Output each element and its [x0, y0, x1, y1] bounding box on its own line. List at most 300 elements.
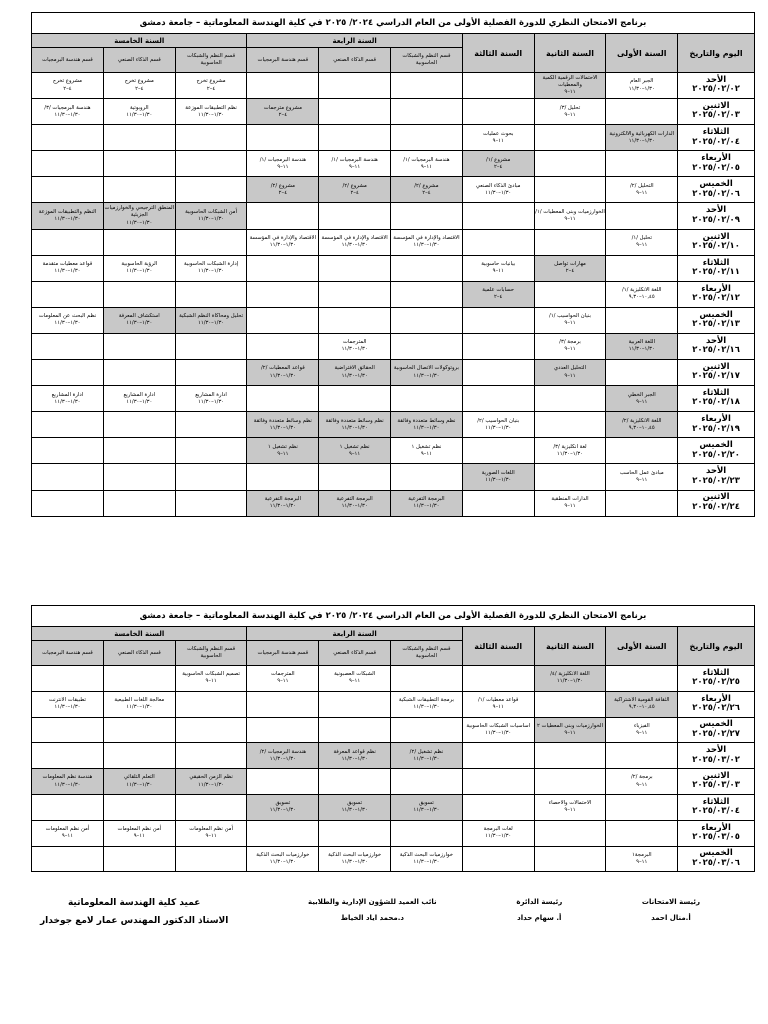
course-name: بنيان الحواسيب /٢/ — [477, 417, 520, 424]
exam-cell — [606, 203, 678, 229]
day-name: الثلاثاء — [702, 257, 730, 268]
course-name: أمن الشبكات الحاسوبية — [185, 208, 237, 215]
course-name: مهارات تواصل — [554, 261, 586, 268]
exam-cell — [247, 151, 319, 177]
day-date-cell — [678, 281, 755, 307]
exam-cell — [606, 717, 678, 743]
exam-cell — [247, 281, 319, 307]
exam-cell — [247, 255, 319, 281]
exam-cell — [32, 386, 104, 412]
exam-cell — [391, 820, 463, 846]
exam-cell — [462, 73, 534, 99]
exam-cell — [606, 125, 678, 151]
exam-time: ١/٣٠–١١/٣٠ — [413, 807, 440, 814]
exam-date: ٢٠٢٥/٠٢/٢٣ — [692, 475, 740, 486]
exam-cell — [391, 99, 463, 125]
exam-time: ١١–٩ — [636, 781, 648, 788]
exam-cell — [462, 307, 534, 333]
schedule-row — [32, 717, 755, 743]
schedule-row — [32, 229, 755, 255]
day-date-cell — [678, 412, 755, 438]
exam-time: ١١–٩ — [564, 216, 576, 223]
exam-cell — [32, 464, 104, 490]
header-year1: السنة الأولى — [606, 627, 678, 666]
exam-cell — [175, 794, 247, 820]
exam-time: ١/٣٠–١١/٣٠ — [54, 320, 81, 327]
course-name: بحوث عمليات — [482, 130, 514, 137]
signature-dean — [40, 898, 228, 926]
exam-cell — [462, 360, 534, 386]
signature-vice-dean — [308, 898, 437, 926]
exam-cell — [534, 177, 606, 203]
exam-cell — [462, 255, 534, 281]
exam-time: ١/٣٠–١١/٣٠ — [269, 503, 296, 510]
course-name: الاحتمالات والاحصاء — [548, 800, 592, 807]
exam-cell — [391, 691, 463, 717]
course-name: نظم تشغيل ١ — [411, 443, 442, 450]
course-name: الاقتصاد والإدارة في المؤسسة — [249, 234, 316, 241]
exam-cell — [103, 464, 175, 490]
course-name: تصميم الشبكات الحاسوبية — [182, 671, 240, 678]
header-y4-systems: قسم النظم والشبكات الحاسوبية — [391, 641, 463, 666]
course-name: أمن نظم المعلومات — [45, 826, 90, 833]
exam-time: ٤–٢ — [350, 189, 359, 196]
exam-cell — [103, 743, 175, 769]
signature-role: رئيسة الدائرة — [516, 898, 563, 906]
day-date-cell — [678, 99, 755, 125]
exam-cell — [534, 490, 606, 516]
exam-time: ١/٣٠–١١/٣٠ — [485, 833, 512, 840]
exam-cell — [103, 99, 175, 125]
exam-cell — [319, 490, 391, 516]
course-name: الجبر الخطي — [627, 391, 656, 398]
exam-cell — [391, 229, 463, 255]
exam-time: ١١–٩ — [349, 163, 361, 170]
course-name: مشروع تخرج — [124, 78, 154, 85]
exam-cell — [462, 438, 534, 464]
exam-time: ١١–٩ — [277, 678, 289, 685]
schedule-row — [32, 691, 755, 717]
exam-time: ١/٣٠–١١/٣٠ — [485, 729, 512, 736]
exam-cell — [247, 73, 319, 99]
day-name: الأربعاء — [701, 414, 731, 425]
exam-cell — [175, 691, 247, 717]
course-name: ادارة المشاريع — [123, 391, 156, 398]
exam-time: ١/٣٠–١١/٣٠ — [413, 858, 440, 865]
exam-cell — [247, 229, 319, 255]
course-name: لغة انكليزية /٣/ — [553, 443, 587, 450]
exam-time: ٤–٢ — [494, 294, 503, 301]
exam-cell — [103, 490, 175, 516]
exam-time: ١١–٩ — [636, 242, 648, 249]
course-name: مشروع /٢/ — [414, 182, 439, 189]
header-year2: السنة الثانية — [534, 627, 606, 666]
exam-time: ٤–٢ — [206, 85, 216, 92]
course-name: الجبر العام — [630, 78, 654, 85]
exam-cell — [606, 846, 678, 872]
signature-name: أ. سهام حداد — [517, 914, 562, 922]
course-name: مبادئ الذكاء الصنعي — [475, 182, 521, 189]
exam-date: ٢٠٢٥/٠٢/٢٧ — [692, 728, 740, 739]
schedule-row — [32, 820, 755, 846]
exam-cell — [175, 412, 247, 438]
schedule-row — [32, 360, 755, 386]
exam-cell — [534, 360, 606, 386]
exam-cell — [606, 464, 678, 490]
exam-cell — [606, 438, 678, 464]
exam-cell — [534, 281, 606, 307]
course-name: المترجمات — [271, 671, 295, 678]
exam-cell — [606, 820, 678, 846]
day-date-cell — [678, 307, 755, 333]
course-name: مشروع تخرج — [196, 78, 226, 85]
day-date-cell — [678, 820, 755, 846]
exam-cell — [319, 412, 391, 438]
exam-cell — [534, 229, 606, 255]
day-name: الأحد — [705, 74, 727, 85]
exam-cell — [175, 125, 247, 151]
schedule-row — [32, 464, 755, 490]
signature-role: نائب العميد للشؤون الإدارية والطلابية — [308, 898, 437, 906]
exam-cell — [175, 769, 247, 795]
day-date-cell — [678, 666, 755, 692]
day-name: الأربعاء — [701, 153, 731, 164]
exam-cell — [32, 846, 104, 872]
exam-cell — [534, 151, 606, 177]
exam-cell — [534, 412, 606, 438]
day-date-cell — [678, 360, 755, 386]
exam-time: ١/٣٠–١١/٣٠ — [198, 111, 225, 118]
exam-time: ١١–٩ — [61, 833, 74, 840]
exam-cell — [247, 820, 319, 846]
exam-cell — [462, 769, 534, 795]
exam-cell — [32, 717, 104, 743]
course-name: هندسة البرمجيات /١/ — [331, 156, 378, 163]
exam-time: ١١–٩ — [564, 111, 576, 118]
day-name: الثلاثاء — [702, 667, 730, 678]
header-y5-ai: قسم الذكاء الصنعي — [103, 641, 175, 666]
exam-time: ٤–٢ — [494, 163, 503, 170]
course-name: أمن نظم المعلومات — [189, 826, 233, 833]
exam-time: ١/٣٠–١١/٣٠ — [413, 424, 440, 431]
course-name: هندسة نظم المعلومات — [42, 774, 93, 781]
exam-cell — [319, 386, 391, 412]
exam-cell — [606, 412, 678, 438]
course-name: معالجة اللغات الطبيعية — [114, 697, 165, 704]
exam-cell — [32, 151, 104, 177]
course-name: التحليل العددي — [553, 365, 587, 372]
course-name: نظم وسائط متعددة وفائقة — [397, 417, 456, 424]
header-y4-software: قسم هندسة البرمجيات — [247, 641, 319, 666]
exam-cell — [391, 151, 463, 177]
day-name: الاثنين — [702, 771, 730, 782]
exam-cell — [391, 125, 463, 151]
course-name: النظم والتطبيقات الموزعة — [38, 208, 97, 215]
day-date-cell — [678, 255, 755, 281]
exam-cell — [175, 464, 247, 490]
exam-time: ١/٣٠–١١/٣٠ — [54, 268, 81, 275]
header-y5-software: قسم هندسة البرمجيات — [32, 641, 104, 666]
course-name: البرمجة التفرعية — [336, 495, 373, 502]
schedule-row — [32, 125, 755, 151]
exam-cell — [462, 666, 534, 692]
exam-date: ٢٠٢٥/٠٣/٠٤ — [692, 806, 740, 817]
exam-cell — [32, 333, 104, 359]
exam-date: ٢٠٢٥/٠٢/١٩ — [692, 423, 740, 434]
exam-time: ١١–٩ — [564, 89, 576, 96]
exam-cell — [534, 255, 606, 281]
course-name: البرمجة التفرعية — [264, 495, 301, 502]
exam-cell — [32, 255, 104, 281]
course-name: البرمجة التفرعية — [408, 495, 445, 502]
course-name: برمجة /٢/ — [630, 774, 653, 781]
exam-cell — [462, 386, 534, 412]
day-date-cell — [678, 177, 755, 203]
exam-cell — [175, 151, 247, 177]
exam-time: ١/٣٠–١١/٣٠ — [628, 346, 655, 353]
signature-department-head — [516, 898, 562, 926]
exam-cell — [462, 820, 534, 846]
exam-cell — [247, 490, 319, 516]
exam-cell — [32, 794, 104, 820]
exam-cell — [103, 360, 175, 386]
exam-cell — [391, 794, 463, 820]
exam-cell — [534, 386, 606, 412]
exam-cell — [32, 691, 104, 717]
exam-cell — [247, 125, 319, 151]
exam-cell — [103, 255, 175, 281]
exam-cell — [319, 691, 391, 717]
course-name: الاحتمالات الرقمية الكمية والمعطيات — [542, 74, 598, 88]
exam-cell — [247, 743, 319, 769]
schedule-row — [32, 769, 755, 795]
schedule-row — [32, 151, 755, 177]
header-year2: السنة الثانية — [534, 34, 606, 73]
course-name: الدارات المنطقية — [551, 495, 589, 502]
exam-time: ١١–٩ — [349, 450, 361, 457]
exam-time: ١/٣٠–١١/٣٠ — [556, 678, 584, 685]
header-y4-systems: قسم النظم والشبكات الحاسوبية — [391, 48, 463, 73]
signature-role: عميد كلية الهندسة المعلوماتية — [67, 898, 201, 908]
exam-time: ١/٣٠–١١/٣٠ — [341, 372, 368, 379]
exam-cell — [175, 360, 247, 386]
course-name: حسابات علمية — [482, 287, 515, 294]
course-name: مشروع تخرج — [52, 78, 83, 85]
exam-cell — [391, 666, 463, 692]
exam-cell — [606, 99, 678, 125]
exam-date: ٢٠٢٥/٠٣/٠٢ — [692, 754, 740, 765]
exam-cell — [391, 464, 463, 490]
course-name: خوارزميات البحث الذكية — [256, 851, 310, 858]
exam-time: ١/٣٠–١١/٣٠ — [341, 755, 368, 762]
day-name: الثلاثاء — [702, 796, 730, 807]
exam-cell — [606, 360, 678, 386]
signature-name: د.محمد اياد الخياط — [340, 914, 405, 922]
day-date-cell — [678, 125, 755, 151]
exam-cell — [175, 846, 247, 872]
exam-cell — [606, 691, 678, 717]
exam-time: ١/٣٠–١١/٣٠ — [126, 398, 153, 405]
exam-time: ١/٣٠–١١/٣٠ — [54, 781, 81, 788]
exam-cell — [606, 794, 678, 820]
course-name: تحليل ومحاكاة النظم الشبكية — [179, 313, 244, 320]
exam-cell — [534, 691, 606, 717]
header-y5-ai: قسم الذكاء الصنعي — [103, 48, 175, 73]
exam-cell — [534, 820, 606, 846]
exam-cell — [319, 177, 391, 203]
exam-time: ١/٣٠–١١/٣٠ — [628, 137, 655, 144]
exam-cell — [247, 203, 319, 229]
exam-date: ٢٠٢٥/٠٢/٢٥ — [692, 677, 740, 688]
exam-time: ١/٣٠–١١/٣٠ — [198, 268, 225, 275]
exam-time: ١١–٩ — [636, 729, 648, 736]
exam-time: ١/٣٠–١١/٣٠ — [198, 781, 225, 788]
exam-cell — [606, 333, 678, 359]
exam-cell — [462, 846, 534, 872]
exam-cell — [606, 151, 678, 177]
exam-cell — [175, 281, 247, 307]
exam-cell — [247, 464, 319, 490]
exam-time: ١/٣٠–١١/٣٠ — [269, 858, 296, 865]
exam-time: ١١–٩ — [492, 268, 504, 275]
course-name: اللغة العربية — [628, 339, 655, 346]
schedule-title: برنامج الامتحان النظري للدورة الفصلية الأولى من العام الدراسي ٢٠٢٤/ ٢٠٢٥ في كلية الهندسة المعلوماتية – جامعة دمشق — [32, 13, 755, 34]
exam-schedule-table-2 — [31, 605, 755, 872]
course-name: لغات البرمجة — [483, 826, 513, 833]
exam-time: ١١–٩ — [564, 320, 576, 327]
exam-time: ١٠,٤٥–٩,٣٠ — [628, 704, 655, 711]
exam-cell — [391, 307, 463, 333]
exam-time: ١١–٩ — [420, 163, 433, 170]
header-y5-software: قسم هندسة البرمجيات — [32, 48, 104, 73]
exam-cell — [247, 769, 319, 795]
exam-cell — [319, 307, 391, 333]
exam-cell — [534, 333, 606, 359]
exam-time: ١/٣٠–١١/٣٠ — [54, 216, 81, 223]
exam-date: ٢٠٢٥/٠٢/١٢ — [692, 293, 740, 304]
exam-time: ١/٣٠–١١/٣٠ — [485, 476, 512, 483]
exam-cell — [606, 177, 678, 203]
course-name: هندسة البرمجيات /١/ — [259, 156, 307, 163]
exam-cell — [103, 386, 175, 412]
header-year3: السنة الثالثة — [462, 34, 534, 73]
header-y5-systems: قسم النظم والشبكات الحاسوبية — [175, 48, 247, 73]
exam-cell — [534, 99, 606, 125]
exam-time: ١/٣٠–١١/٣٠ — [269, 372, 296, 379]
exam-cell — [32, 743, 104, 769]
exam-time: ١/٣٠–١١/٣٠ — [198, 216, 225, 223]
exam-cell — [319, 151, 391, 177]
exam-time: ١/٣٠–١١/٣٠ — [341, 858, 368, 865]
exam-cell — [534, 743, 606, 769]
exam-time: ٤–٢ — [278, 189, 288, 196]
exam-date: ٢٠٢٥/٠٢/١٧ — [692, 371, 740, 382]
exam-time: ١١–٩ — [564, 346, 576, 353]
exam-cell — [103, 177, 175, 203]
exam-cell — [534, 717, 606, 743]
schedule-row — [32, 99, 755, 125]
exam-cell — [462, 691, 534, 717]
exam-cell — [534, 666, 606, 692]
course-name: نظم الزمن الحقيقي — [189, 774, 233, 781]
exam-cell — [606, 666, 678, 692]
exam-cell — [391, 490, 463, 516]
exam-date: ٢٠٢٥/٠٣/٠٦ — [692, 857, 740, 868]
exam-cell — [32, 281, 104, 307]
schedule-row — [32, 307, 755, 333]
course-name: قواعد معطيات متقدمة — [42, 261, 93, 268]
day-name: الاثنين — [702, 231, 730, 242]
course-name: الروبوتية — [129, 104, 149, 111]
exam-time: ١/٣٠–١١/٣٠ — [341, 346, 368, 353]
exam-cell — [534, 794, 606, 820]
exam-time: ٤–٢ — [63, 85, 72, 92]
exam-cell — [606, 743, 678, 769]
exam-date: ٢٠٢٥/٠٢/٠٩ — [692, 214, 740, 225]
exam-cell — [247, 412, 319, 438]
day-name: الاثنين — [702, 362, 730, 373]
exam-cell — [319, 820, 391, 846]
exam-date: ٢٠٢٥/٠٢/٠٤ — [692, 136, 740, 147]
day-date-cell — [678, 464, 755, 490]
exam-time: ١١–٩ — [492, 137, 504, 144]
course-name: نظم تشغيل ١ — [339, 443, 370, 450]
day-name: الخميس — [699, 179, 733, 190]
schedule-row — [32, 490, 755, 516]
exam-cell — [606, 281, 678, 307]
exam-time: ١/٣٠–١١/٣٠ — [413, 372, 440, 379]
course-name: هندسة البرمجيات /٢/ — [259, 748, 307, 755]
course-name: تسويق — [419, 800, 434, 807]
course-name: قواعد معطيات /١/ — [477, 697, 519, 704]
exam-time: ١٠,٤٥–٩,٣٠ — [628, 424, 655, 431]
exam-time: ١١–٩ — [277, 450, 289, 457]
exam-cell — [175, 386, 247, 412]
course-name: اللغات الصورية — [481, 469, 515, 476]
course-name: اساسيات الشبكات الحاسوبية — [466, 722, 531, 729]
day-name: الأحد — [705, 205, 727, 216]
day-date-cell — [678, 73, 755, 99]
exam-cell — [462, 412, 534, 438]
exam-time: ١١–٩ — [564, 503, 576, 510]
course-name: الفيزياء — [633, 722, 650, 729]
exam-cell — [606, 307, 678, 333]
day-date-cell — [678, 229, 755, 255]
exam-cell — [103, 333, 175, 359]
exam-cell — [32, 99, 104, 125]
exam-cell — [319, 333, 391, 359]
exam-date: ٢٠٢٥/٠٢/٠٢ — [692, 84, 740, 95]
exam-cell — [175, 743, 247, 769]
exam-time: ١١–٩ — [492, 704, 504, 711]
exam-cell — [391, 203, 463, 229]
exam-cell — [32, 125, 104, 151]
exam-cell — [32, 769, 104, 795]
course-name: الاقتصاد والإدارة في المؤسسة — [321, 234, 388, 241]
schedule-row — [32, 73, 755, 99]
schedule-row — [32, 412, 755, 438]
exam-cell — [462, 281, 534, 307]
exam-time: ١/٣٠–١١/٣٠ — [269, 424, 296, 431]
exam-cell — [175, 99, 247, 125]
exam-cell — [462, 743, 534, 769]
exam-cell — [247, 666, 319, 692]
exam-cell — [462, 490, 534, 516]
exam-time: ١٠,٤٥–٩,٣٠ — [628, 294, 655, 301]
exam-cell — [534, 464, 606, 490]
day-name: الأربعاء — [701, 283, 731, 294]
exam-cell — [462, 125, 534, 151]
